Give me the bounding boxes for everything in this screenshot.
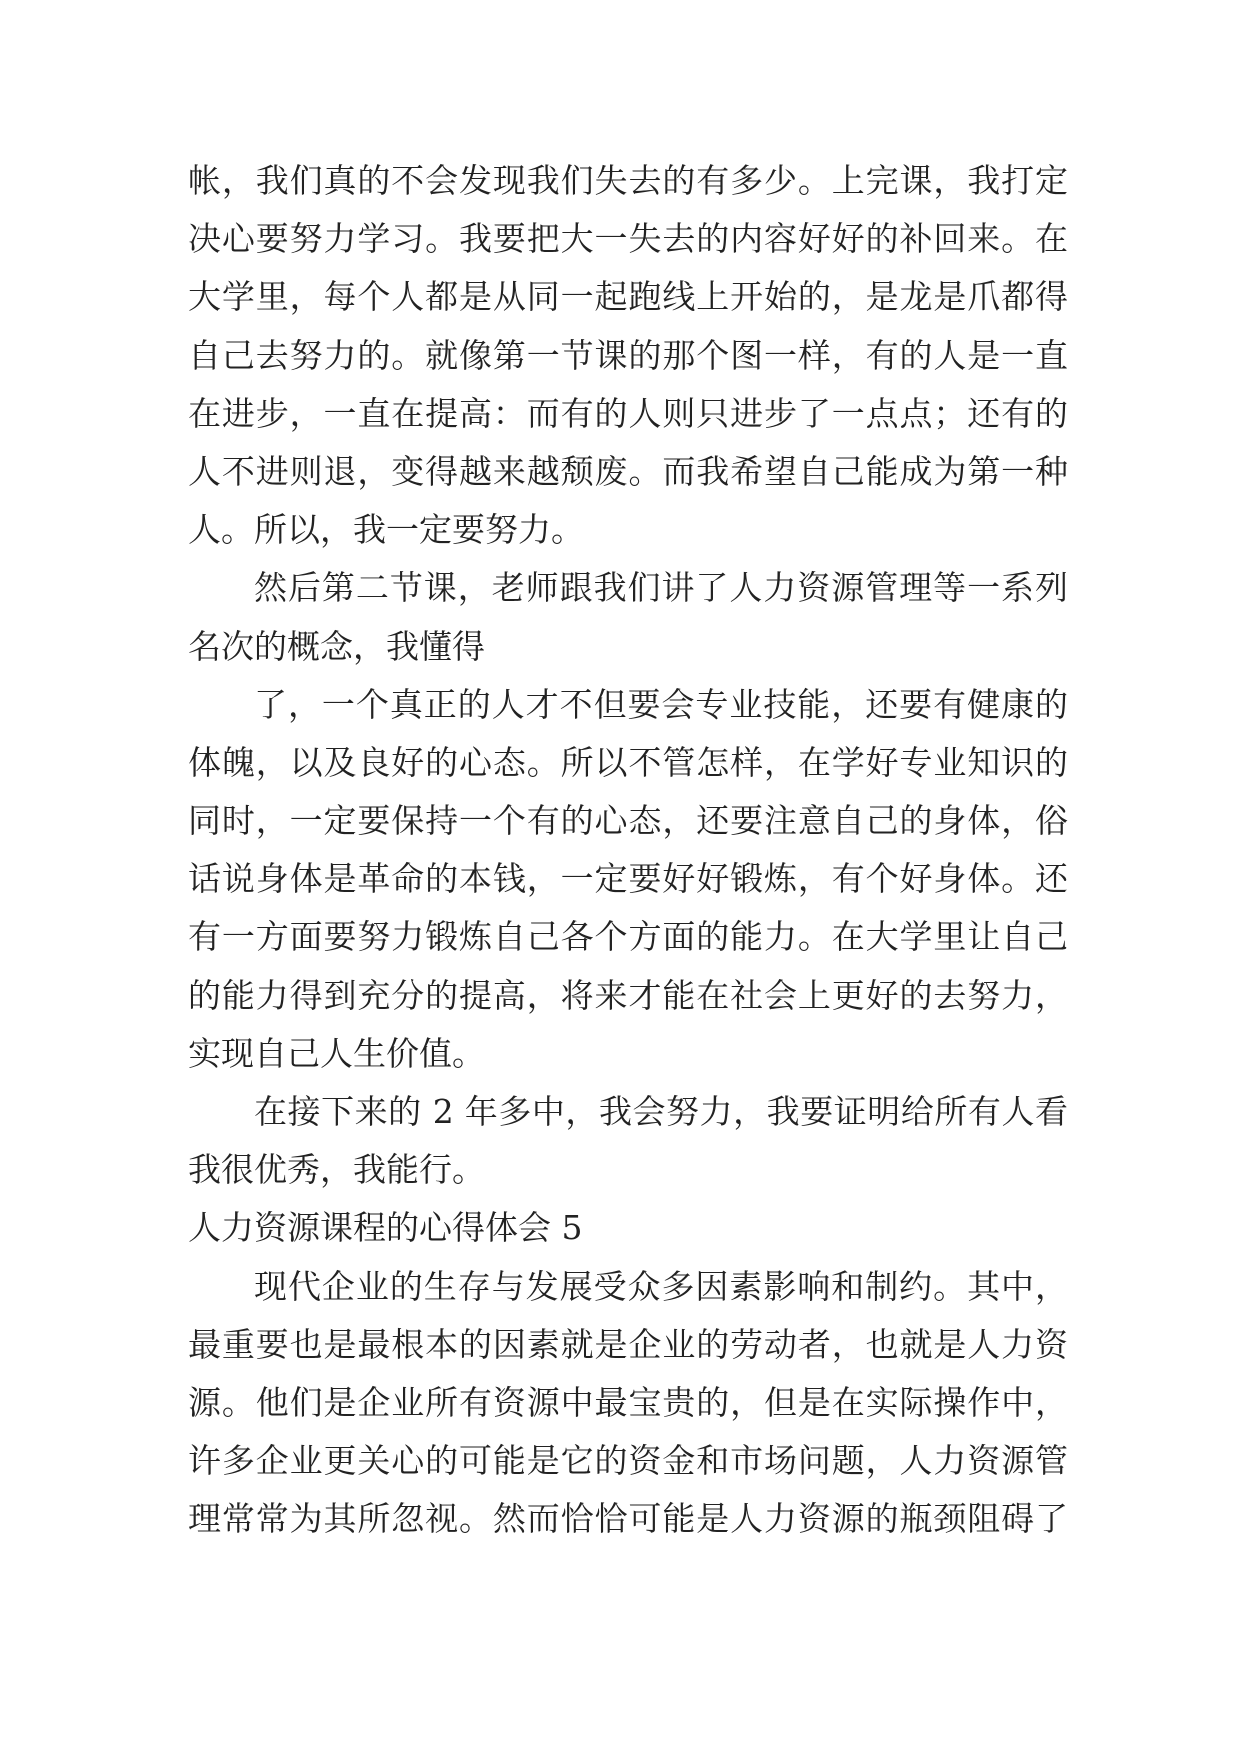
text-line: 在进步，一直在提高：而有的人则只进步了一点点；还有的 <box>188 393 1068 433</box>
text-line: 帐，我们真的不会发现我们失去的有多少。上完课，我打定 <box>188 161 1068 200</box>
document-body <box>188 158 1068 1555</box>
text-line: 最重要也是最根本的因素就是企业的劳动者，也就是人力资 <box>188 1324 1068 1364</box>
section-heading: 人力资源课程的心得体会 5 <box>188 1208 583 1248</box>
text-line: 源。他们是企业所有资源中最宝贵的，但是在实际操作中， <box>188 1382 1068 1422</box>
text-line: 体魄，以及良好的心态。所以不管怎样，在学好专业知识的 <box>188 742 1068 782</box>
text-line: 话说身体是革命的本钱，一定要好好锻炼，有个好身体。还 <box>188 859 1068 899</box>
text-line: 决心要努力学习。我要把大一失去的内容好好的补回来。在 <box>188 219 1068 259</box>
text-line: 我很优秀，我能行。 <box>188 1150 485 1190</box>
text-line: 自己去努力的。就像第一节课的那个图一样，有的人是一直 <box>188 335 1068 375</box>
text-line: 然后第二节课，老师跟我们讲了人力资源管理等一系列 <box>254 568 1068 608</box>
text-line: 有一方面要努力锻炼自己各个方面的能力。在大学里让自己 <box>188 917 1068 957</box>
text-line: 名次的概念，我懂得 <box>188 626 485 666</box>
text-line: 人。所以，我一定要努力。 <box>188 510 584 550</box>
text-line: 在接下来的 2 年多中，我会努力，我要证明给所有人看 <box>254 1092 1068 1131</box>
text-line: 现代企业的生存与发展受众多因素影响和制约。其中， <box>254 1266 1068 1306</box>
text-line: 许多企业更关心的可能是它的资金和市场问题，人力资源管 <box>188 1441 1068 1481</box>
text-line: 了，一个真正的人才不但要会专业技能，还要有健康的 <box>254 684 1068 724</box>
text-line: 实现自己人生价值。 <box>188 1033 485 1073</box>
text-line: 理常常为其所忽视。然而恰恰可能是人力资源的瓶颈阻碍了 <box>188 1499 1068 1539</box>
text-line: 人不进则退，变得越来越颓废。而我希望自己能成为第一种 <box>188 451 1068 491</box>
text-line: 大学里，每个人都是从同一起跑线上开始的，是龙是爪都得 <box>188 277 1068 317</box>
text-line: 同时，一定要保持一个有的心态，还要注意自己的身体，俗 <box>188 801 1068 841</box>
text-line: 的能力得到充分的提高，将来才能在社会上更好的去努力， <box>188 975 1068 1015</box>
